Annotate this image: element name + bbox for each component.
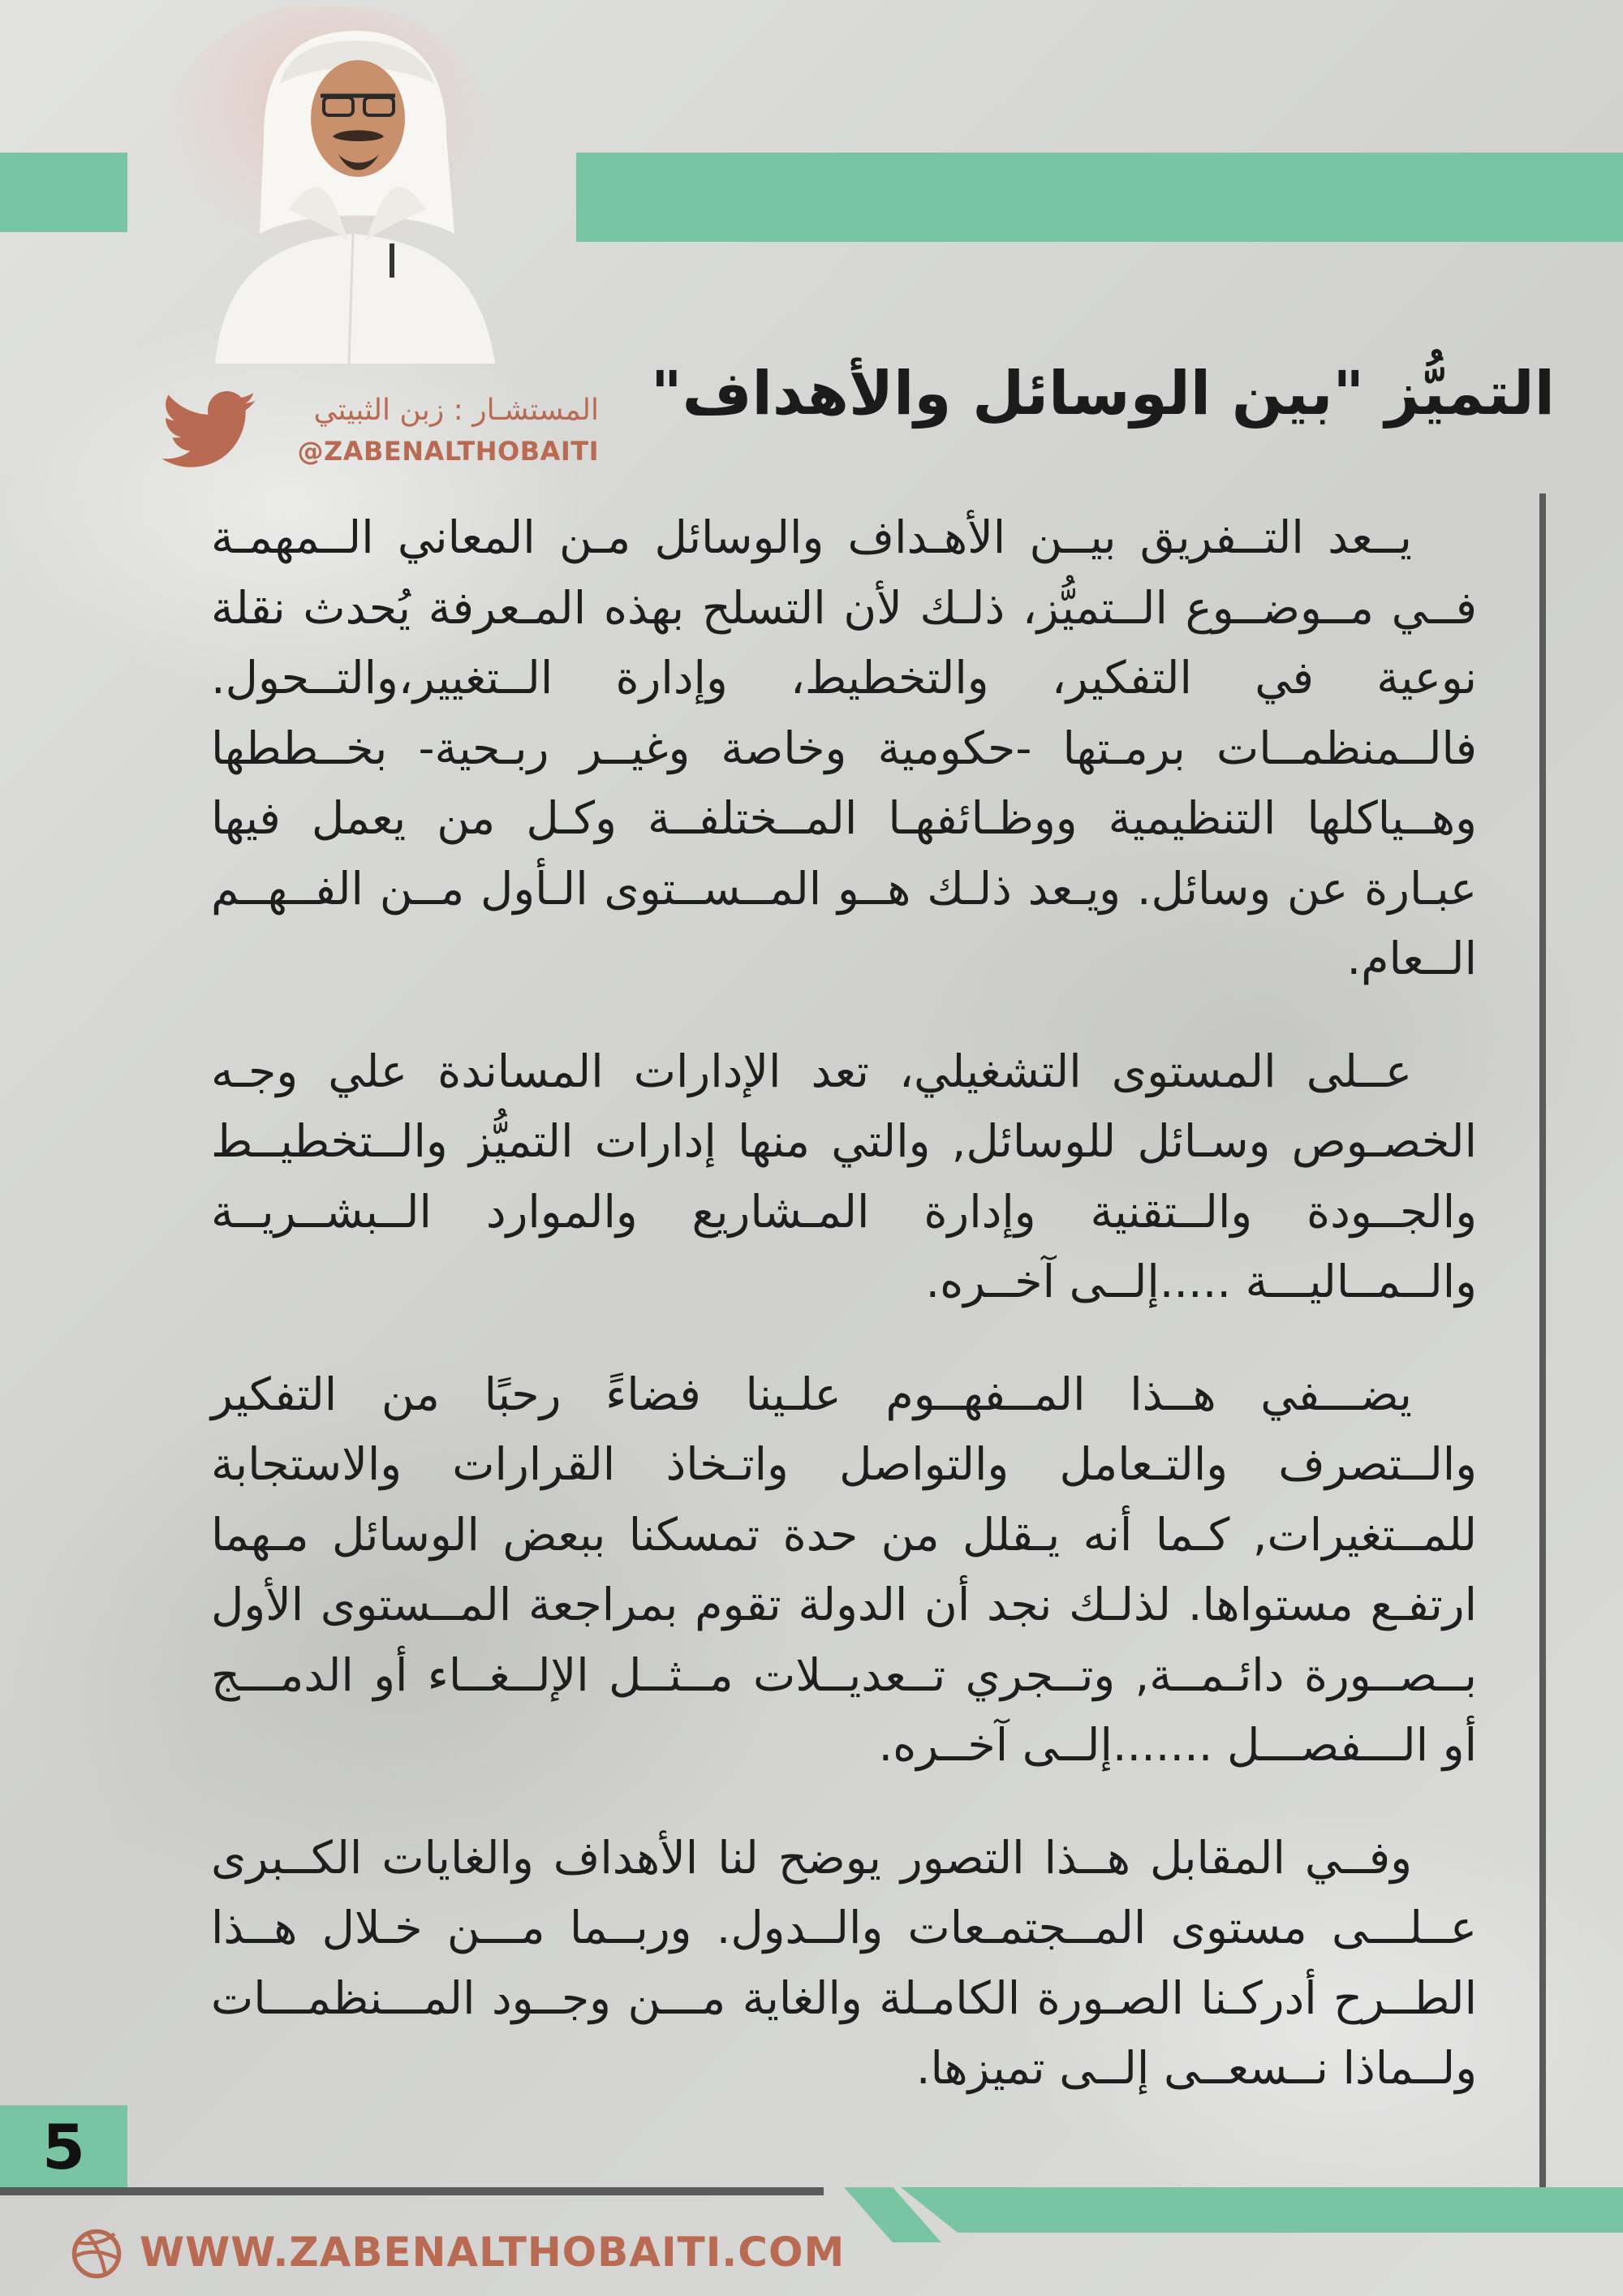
page-number: 5 <box>42 2111 85 2183</box>
author-name: المستشـار : زبن الثبيتي <box>313 394 599 427</box>
author-twitter-handle[interactable]: @ZABENALTHOBAITI <box>297 436 599 467</box>
accent-bar-top-left <box>0 153 127 232</box>
page-title: التميُّز "بين الوسائل والأهداف" <box>651 359 1555 429</box>
author-block <box>162 388 601 477</box>
dribbble-ball-icon <box>70 2227 123 2281</box>
article-paragraph-4: وفــي المقابل هــذا التصور يوضح لنا الأهداف والغايات الكــبرى عــلـــى مستوى المــجتمـعات والــدول. وربــما مـــن خـلال هــذا الطــرح أدركـنا الصـورة الكامـلة والغاية مـــن وجــود المـــنظمـــات ولــماذا نــسعــى إلــى تميزها. <box>211 1831 1477 2095</box>
article-paragraph-3: يضـــفي هــذا المــفهــوم علـينا فضاءً رحبًا من التفكير والــتصرف والتـعامل والتواصل واتـخاذ القرارات والاستجابة للمــتغيرات, كـما أنه يـقلل من حدة تمسكنا ببعض الوسائل مـهما ارتفـع مستواها. لذلـك نجد أن الدولة تقوم بمراجعة المــستوى الأول بــصــورة دائـمــة, وتــجري تــعديــلات مــثــل الإلــغــاء أو الدمـــج أو الـــفصـــل .......إلــى آخــره. <box>211 1368 1477 1772</box>
website-url[interactable]: WWW.ZABENALTHOBAITI.COM <box>140 2229 846 2276</box>
page-number-box <box>0 2105 127 2190</box>
article-paragraph-2: عــلى المستوى التشغيلي، تعد الإدارات المساندة علي وجـه الخصـوص وسـائل للوسائل, والتي منها إدارات التميُّز والــتخطيــط والجــودة والــتقنية وإدارة المـشاريع والموارد الــبشــريــة والــمــاليـــة .....إلــى آخــره. <box>211 1045 1477 1308</box>
twitter-bird-icon <box>162 391 258 471</box>
author-portrait-image <box>166 6 536 364</box>
website-link[interactable] <box>70 2224 881 2281</box>
article-body <box>211 503 1477 2147</box>
accent-bar-top-right <box>576 153 1623 242</box>
text-column-rule <box>1539 493 1546 2188</box>
article-paragraph-1: يــعد التــفريق بيــن الأهـداف والوسائل مـن المعاني الــمهمـة فــي مــوضــوع الــتميُّز، ذلـك لأن التسلح بهذه المـعرفة يُحدث نقلة نوعية في التفكير، والتخطيط، وإدارة الــتغيير،والتــحول. فالــمنظمــات برمـتها -حكومية وخاصة وغيــر ربـحية- بخــططها وهــياكلها التنظيمية ووظـائفهـا المــختلفــة وكـل من يعمل فيها عبـارة عن وسائل. ويـعد ذلـك هــو المــســتوى الـأول مــن الفــهــم الــعام. <box>211 511 1477 985</box>
